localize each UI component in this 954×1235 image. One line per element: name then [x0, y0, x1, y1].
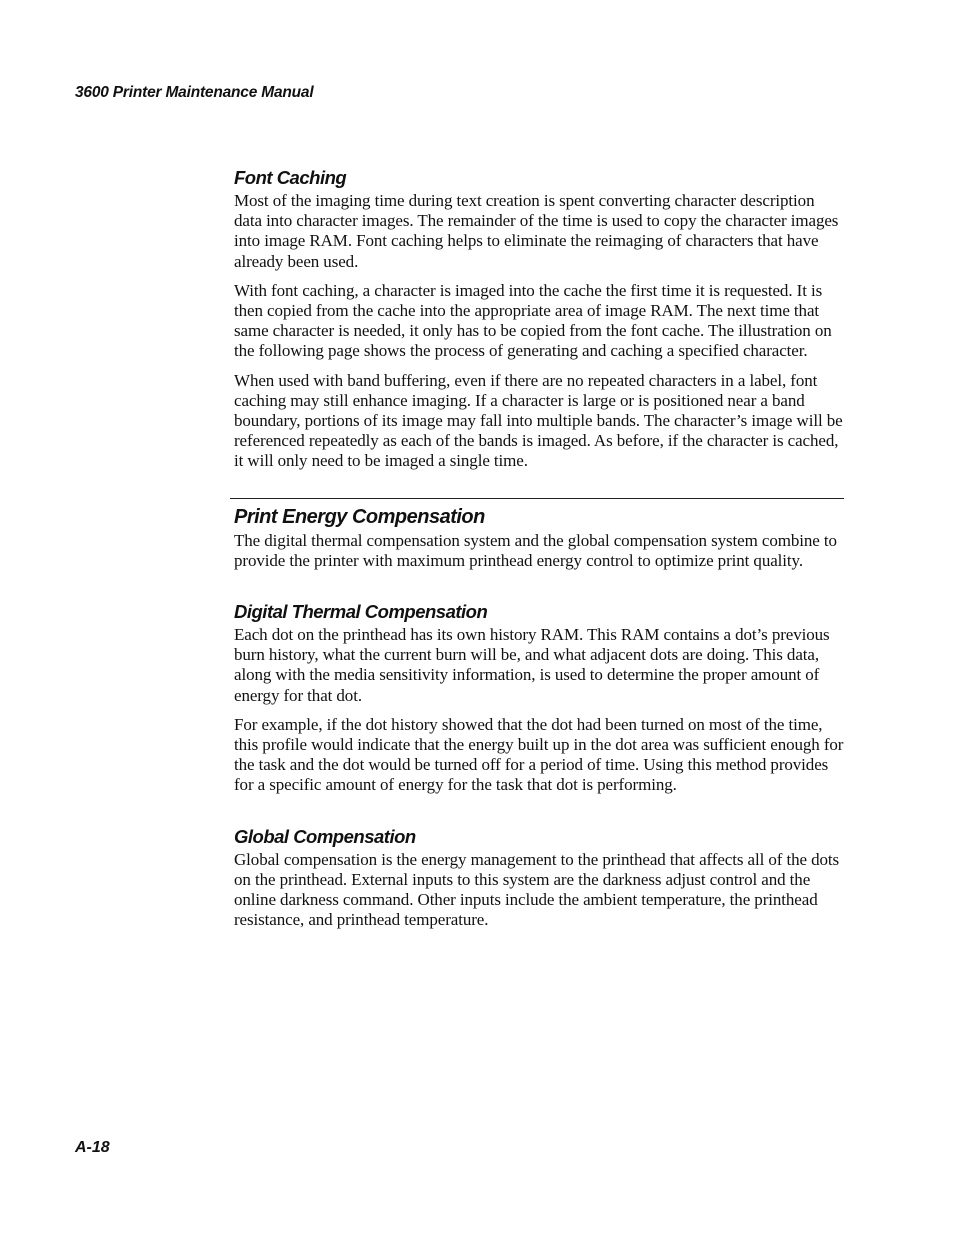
section-heading-print-energy-compensation: Print Energy Compensation — [234, 505, 485, 528]
paragraph: Global compensation is the energy management to the printhead that affects all of the dots on the printhead. External inputs to this system are the darkness adjust control and the online darkness command. Other inputs include the ambient temperature, the printhead resistance, and printhead temperature. — [234, 849, 840, 930]
paragraph: The digital thermal compensation system and the global compensation system combine to provide the printer with maximum printhead energy control to optimize print quality. — [234, 530, 837, 570]
page-number: A-18 — [75, 1139, 110, 1156]
section-heading-digital-thermal-compensation: Digital Thermal Compensation — [234, 601, 488, 623]
section-font-caching — [234, 165, 846, 472]
paragraph: Each dot on the printhead has its own history RAM. This RAM contains a dot’s previous burn history, what the current burn will be, and what adjacent dots are doing. This data, along with the media sensitivity information, is used to determine the proper amount of energy for that dot. — [234, 625, 830, 705]
paragraph: With font caching, a character is imaged into the cache the first time it is requested. It is then copied from the cache into the appropriate area of image RAM. The next time that same character is needed, it only has to be copied from the font cache. The illustration on the following page shows the process of generating and caching a specified character. — [234, 280, 832, 361]
section-divider — [230, 498, 844, 499]
section-global-compensation — [234, 824, 846, 931]
section-digital-thermal-compensation — [234, 599, 846, 796]
section-print-energy-compensation — [234, 503, 846, 571]
paragraph: When used with band buffering, even if there are no repeated characters in a label, font caching may still enhance imaging. If a character is large or is positioned near a band boundary, portions of its image may fall into multiple bands. The character’s image will be referenced repeatedly as each of the bands is imaged. As before, if the character is cached, it will only need to be imaged a single time. — [234, 370, 843, 471]
section-heading-global-compensation: Global Compensation — [234, 825, 416, 847]
paragraph: For example, if the dot history showed that the dot had been turned on most of the time, this profile would indicate that the energy built up in the dot area was sufficient enough for the task and the dot would be turned off for a period of time. Using this method provides for a specific amount of energy for the task that dot is performing. — [234, 714, 844, 795]
section-heading-font-caching: Font Caching — [234, 167, 347, 188]
page-body — [234, 165, 846, 939]
running-header-title: 3600 Printer Maintenance Manual — [75, 84, 314, 101]
paragraph: Most of the imaging time during text creation is spent converting character description data into character images. The remainder of the time is used to copy the character images into image RAM. Font caching helps to eliminate the reimaging of characters that have already been used. — [234, 191, 839, 271]
